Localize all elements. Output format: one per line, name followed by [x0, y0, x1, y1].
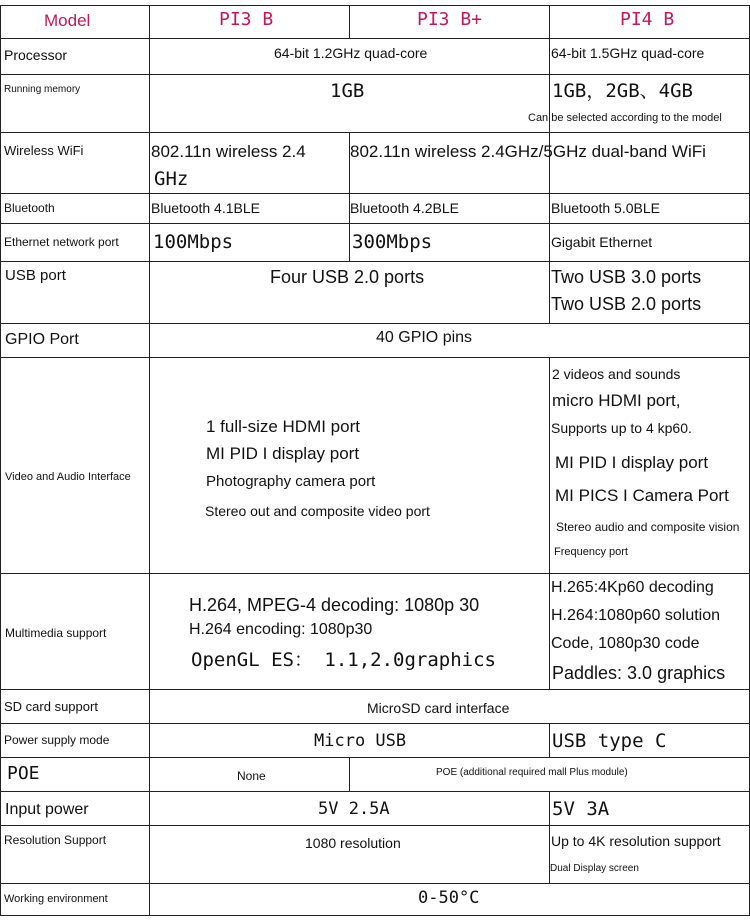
- row-divider: [0, 689, 750, 690]
- row-label-sdcard: SD card support: [4, 699, 98, 714]
- row-label-video: Video and Audio Interface: [5, 471, 131, 483]
- row-label-poe: POE: [7, 763, 40, 784]
- processor-pi3: 64-bit 1.2GHz quad-core: [274, 45, 428, 61]
- multimedia-pi4-line2: H.264:1080p60 solution: [551, 607, 721, 624]
- row-divider: [0, 573, 750, 574]
- video-pi3-line4: Stereo out and composite video port: [205, 503, 430, 519]
- row-label-bluetooth: Bluetooth: [4, 201, 55, 215]
- row-label-power: Power supply mode: [4, 733, 110, 747]
- row-divider: [0, 323, 750, 324]
- table-border-left: [0, 5, 1, 916]
- environment-all: 0-50°C: [418, 888, 480, 908]
- row-divider: [0, 223, 750, 224]
- bluetooth-pi4b: Bluetooth 5.0BLE: [551, 200, 660, 216]
- column-divider: [549, 723, 550, 757]
- power-pi3: Micro USB: [314, 731, 407, 751]
- column-divider: [349, 757, 350, 791]
- bluetooth-pi3bplus: Bluetooth 4.2BLE: [350, 200, 459, 216]
- usb-pi4-line2: Two USB 2.0 ports: [551, 294, 702, 314]
- ethernet-pi3b: 100Mbps: [153, 231, 234, 253]
- row-divider: [0, 357, 750, 358]
- processor-pi4: 64-bit 1.5GHz quad-core: [551, 45, 705, 61]
- multimedia-pi4-line3: Code, 1080p30 code: [551, 635, 700, 652]
- row-label-usb: USB port: [5, 267, 66, 284]
- row-label-ethernet: Ethernet network port: [4, 235, 119, 249]
- table-border-bottom: [0, 915, 750, 916]
- label-column-divider: [149, 5, 150, 916]
- resolution-pi4-line1: Up to 4K resolution support: [551, 833, 721, 849]
- row-divider: [0, 825, 750, 826]
- row-label-resolution: Resolution Support: [4, 833, 107, 847]
- video-pi3-line2: MI PID I display port: [206, 444, 360, 463]
- multimedia-pi3-line2: H.264 encoding: 1080p30: [189, 621, 373, 638]
- video-pi4-line7: Frequency port: [554, 546, 628, 558]
- video-pi3-line3: Photography camera port: [206, 473, 376, 490]
- row-divider: [0, 132, 750, 133]
- row-label-input: Input power: [5, 801, 89, 818]
- input-pi3: 5V 2.5A: [318, 799, 390, 819]
- column-divider: [549, 357, 550, 689]
- wifi-pi3b-line2: GHz: [154, 168, 189, 190]
- video-pi4-line4: MI PID I display port: [555, 453, 709, 472]
- wifi-rest: 802.11n wireless 2.4GHz/5GHz dual-band WiFi: [350, 142, 706, 161]
- usb-pi3: Four USB 2.0 ports: [270, 267, 425, 287]
- multimedia-pi4-line1: H.265:4Kp60 decoding: [551, 579, 714, 596]
- poe-pi3b: None: [237, 769, 266, 783]
- memory-pi4: 1GB，2GB、4GB: [552, 80, 693, 102]
- row-divider: [0, 74, 750, 75]
- power-pi4: USB type C: [552, 730, 667, 752]
- row-divider: [0, 261, 750, 262]
- column-divider: [349, 5, 350, 38]
- video-pi4-line5: MI PICS I Camera Port: [555, 486, 729, 505]
- resolution-pi3: 1080 resolution: [305, 835, 401, 851]
- header-pi3b: PI3 B: [219, 9, 274, 30]
- row-divider: [0, 757, 750, 758]
- multimedia-pi3-line3: OpenGL ES： 1.1,2.0graphics: [191, 649, 496, 671]
- row-label-processor: Processor: [4, 47, 68, 63]
- multimedia-pi4-line4: Paddles: 3.0 graphics: [552, 663, 726, 683]
- bluetooth-pi3b: Bluetooth 4.1BLE: [151, 200, 260, 216]
- row-divider: [0, 38, 750, 39]
- row-label-environment: Working environment: [4, 893, 108, 905]
- header-pi4b: PI4 B: [620, 9, 675, 30]
- input-pi4: 5V 3A: [552, 798, 610, 820]
- video-pi4-line2: micro HDMI port,: [552, 391, 681, 410]
- sdcard-all: MicroSD card interface: [367, 700, 510, 716]
- wifi-pi3b-line1: 802.11n wireless 2.4: [151, 142, 306, 161]
- gpio-all: 40 GPIO pins: [376, 329, 473, 346]
- memory-pi3: 1GB: [330, 80, 365, 102]
- column-divider: [549, 5, 550, 261]
- ethernet-pi4b: Gigabit Ethernet: [551, 234, 653, 250]
- video-pi4-line6: Stereo audio and composite vision: [556, 520, 740, 534]
- video-pi4-line1: 2 videos and sounds: [552, 366, 681, 382]
- row-label-wifi: Wireless WiFi: [4, 143, 84, 158]
- memory-pi4-note: Can be selected according to the model: [528, 112, 722, 124]
- multimedia-pi3-line1: H.264, MPEG-4 decoding: 1080p 30: [189, 595, 480, 615]
- column-divider: [549, 261, 550, 323]
- row-divider: [0, 883, 750, 884]
- table-border-top: [0, 5, 750, 6]
- row-label-memory: Running memory: [4, 84, 81, 95]
- video-pi3-line1: 1 full-size HDMI port: [206, 417, 360, 436]
- poe-pi3bplus-pi4: POE (additional required mall Plus module): [436, 767, 628, 778]
- row-label-multimedia: Multimedia support: [5, 626, 107, 640]
- header-pi3bplus: PI3 B+: [417, 9, 483, 30]
- header-model: Model: [44, 11, 91, 30]
- usb-pi4-line1: Two USB 3.0 ports: [551, 267, 702, 287]
- row-divider: [0, 791, 750, 792]
- video-pi4-line3: Supports up to 4 kp60.: [551, 420, 692, 436]
- row-divider: [0, 723, 750, 724]
- resolution-pi4-line2: Dual Display screen: [550, 863, 639, 874]
- ethernet-pi3bplus: 300Mbps: [352, 231, 433, 253]
- row-label-gpio: GPIO Port: [5, 331, 79, 348]
- row-divider: [0, 193, 750, 194]
